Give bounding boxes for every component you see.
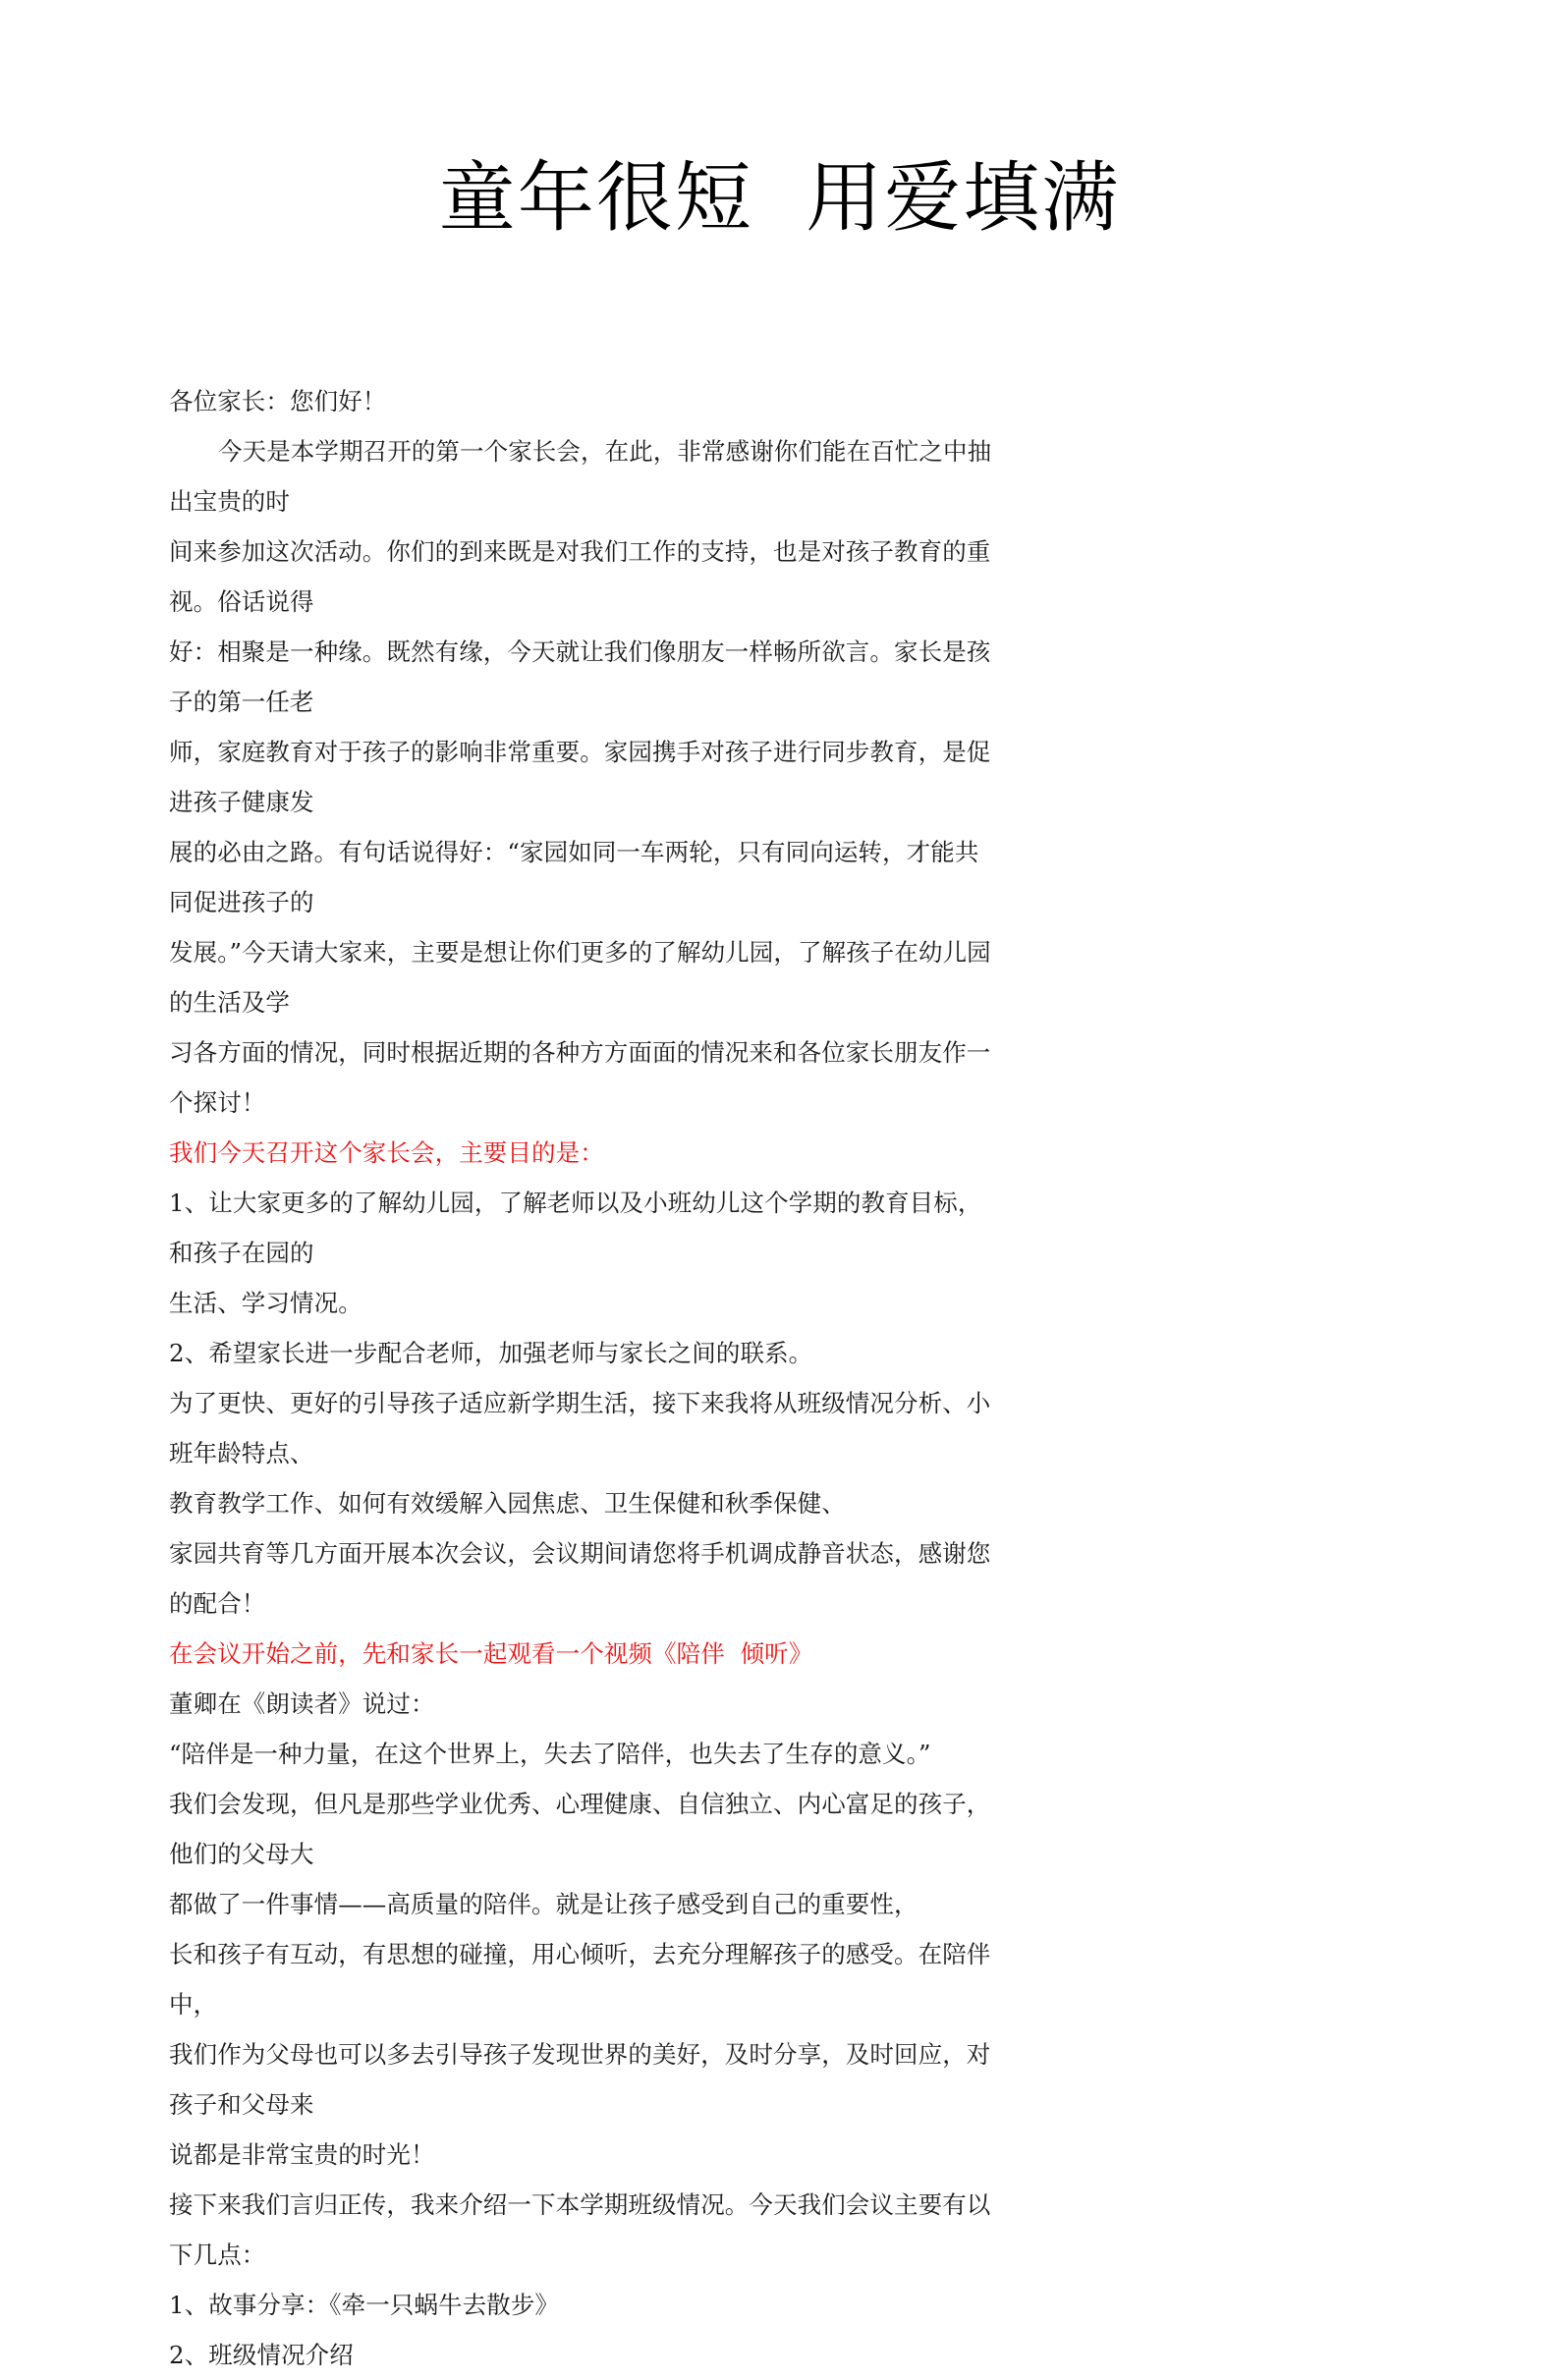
body-line: 长和孩子有互动，有思想的碰撞，用心倾听，去充分理解孩子的感受。在陪伴中， — [169, 1940, 991, 2019]
body-line: 师，家庭教育对于孩子的影响非常重要。家园携手对孩子进行同步教育，是促进孩子健康发 — [169, 738, 991, 816]
body-line: 2、希望家长进一步配合老师，加强老师与家长之间的联系。 — [169, 1339, 813, 1367]
body-line: 我们今天召开这个家长会，主要目的是： — [169, 1138, 604, 1167]
body-line: 2、班级情况介绍 — [169, 2341, 354, 2369]
body-line: 1、故事分享：《牵一只蜗牛去散步》 — [169, 2291, 560, 2319]
body-line: 展的必由之路。有句话说得好：“家园如同一车两轮，只有同向运转，才能共同促进孩子的 — [169, 838, 979, 916]
body-line: 各位家长：您们好！ — [169, 387, 387, 415]
body-line: 我们作为父母也可以多去引导孩子发现世界的美好，及时分享，及时回应，对孩子和父母来 — [169, 2040, 991, 2119]
body-line: 接下来我们言归正传，我来介绍一下本学期班级情况。今天我们会议主要有以下几点： — [169, 2190, 991, 2269]
body-line: 间来参加这次活动。你们的到来既是对我们工作的支持，也是对孩子教育的重视。俗话说得 — [169, 537, 991, 616]
body-line: 都做了一件事情——高质量的陪伴。就是让孩子感受到自己的重要性， — [169, 1890, 919, 1918]
document-body — [169, 376, 1002, 2380]
body-line: 今天是本学期召开的第一个家长会，在此，非常感谢你们能在百忙之中抽出宝贵的时 — [169, 437, 992, 516]
body-line: 董卿在《朗读者》说过： — [169, 1689, 435, 1718]
body-line: “陪伴是一种力量，在这个世界上，失去了陪伴，也失去了生存的意义。” — [169, 1740, 931, 1768]
body-line: 生活、学习情况。 — [169, 1289, 362, 1317]
body-line: 习各方面的情况，同时根据近期的各种方方面面的情况来和各位家长朋友作一个探讨！ — [169, 1038, 991, 1117]
body-line: 教育教学工作、如何有效缓解入园焦虑、卫生保健和秋季保健、 — [169, 1489, 846, 1518]
body-line: 家园共育等几方面开展本次会议，会议期间请您将手机调成静音状态，感谢您的配合！ — [169, 1539, 991, 1618]
body-line: 为了更快、更好的引导孩子适应新学期生活，接下来我将从班级情况分析、小班年龄特点、 — [169, 1389, 991, 1467]
body-line: 好：相聚是一种缘。既然有缘，今天就让我们像朋友一样畅所欲言。家长是孩子的第一任老 — [169, 637, 991, 716]
body-line: 说都是非常宝贵的时光！ — [169, 2140, 435, 2169]
body-line: 在会议开始之前，先和家长一起观看一个视频《陪伴 倾听》 — [169, 1639, 813, 1668]
body-line: 我们会发现，但凡是那些学业优秀、心理健康、自信独立、内心富足的孩子，他们的父母大 — [169, 1790, 991, 1868]
body-line: 发展。”今天请大家来，主要是想让你们更多的了解幼儿园，了解孩子在幼儿园的生活及学 — [169, 938, 991, 1017]
page-title: 童年很短 用爱填满 — [438, 154, 1121, 244]
body-line: 1、让大家更多的了解幼儿园，了解老师以及小班幼儿这个学期的教育目标，和孩子在园的 — [169, 1189, 982, 1267]
